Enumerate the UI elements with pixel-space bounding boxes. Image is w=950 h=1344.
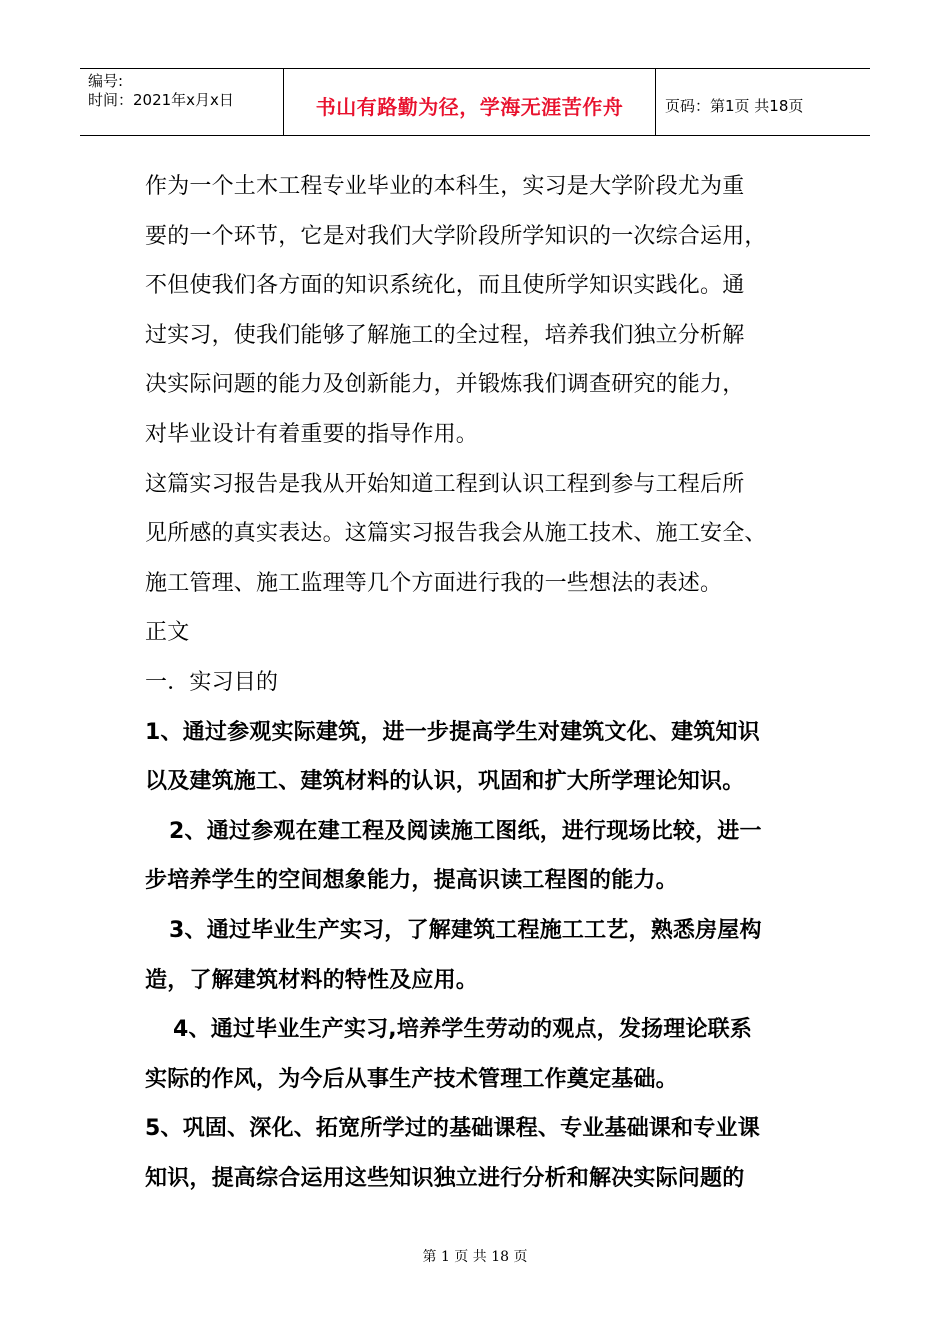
time-label: 时间：2021年x月x日 [88, 91, 234, 109]
page-footer: 第 1 页 共 18 页 [422, 1249, 528, 1265]
text-line: 造，了解建筑材料的特性及应用。 [145, 967, 479, 993]
text-line: 实际的作风，为今后从事生产技术管理工作奠定基础。 [145, 1066, 678, 1092]
text-line: 这篇实习报告是我从开始知道工程到认识工程到参与工程后所 [145, 471, 745, 497]
text-line: 一．实习目的 [145, 669, 279, 695]
text-line: 作为一个土木工程专业毕业的本科生，实习是大学阶段尤为重 [145, 174, 745, 199]
header-motto-cell [283, 69, 656, 135]
text-line: 对毕业设计有着重要的指导作用。 [145, 421, 479, 447]
header-page-info: 页码：第1页 共18页 [665, 96, 804, 115]
text-line: 5、巩固、深化、拓宽所学过的基础课程、专业基础课和专业课 [145, 1116, 760, 1142]
text-line: 正文 [145, 620, 190, 646]
document-body [145, 162, 835, 1203]
text-line: 不但使我们各方面的知识系统化，而且使所学知识实践化。通 [145, 273, 745, 299]
text-line: 知识，提高综合运用这些知识独立进行分析和解决实际问题的 [145, 1165, 745, 1191]
text-line: 要的一个环节，它是对我们大学阶段所学知识的一次综合运用， [145, 223, 767, 249]
text-line: 以及建筑施工、建筑材料的认识，巩固和扩大所学理论知识。 [145, 769, 745, 795]
text-line: 2、通过参观在建工程及阅读施工图纸，进行现场比较，进一 [169, 818, 762, 844]
header-meta [80, 69, 283, 135]
number-label: 编号: [88, 72, 124, 90]
text-line: 步培养学生的空间想象能力，提高识读工程图的能力。 [145, 868, 678, 894]
header-motto: 书山有路勤为径，学海无涯苦作舟 [315, 94, 624, 119]
text-line: 3、通过毕业生产实习，了解建筑工程施工工艺，熟悉房屋构 [169, 917, 762, 943]
text-line: 过实习，使我们能够了解施工的全过程，培养我们独立分析解 [145, 322, 745, 348]
text-line: 决实际问题的能力及创新能力，并锻炼我们调查研究的能力， [145, 372, 745, 398]
header-page-info-cell [656, 69, 870, 135]
text-line: 4、通过毕业生产实习,培养学生劳动的观点，发扬理论联系 [173, 1017, 753, 1043]
text-line: 施工管理、施工监理等几个方面进行我的一些想法的表述。 [145, 570, 723, 596]
document-header [80, 68, 870, 136]
text-line: 见所感的真实表达。这篇实习报告我会从施工技术、施工安全、 [145, 521, 767, 547]
text-line: 1、通过参观实际建筑，进一步提高学生对建筑文化、建筑知识 [145, 719, 760, 745]
